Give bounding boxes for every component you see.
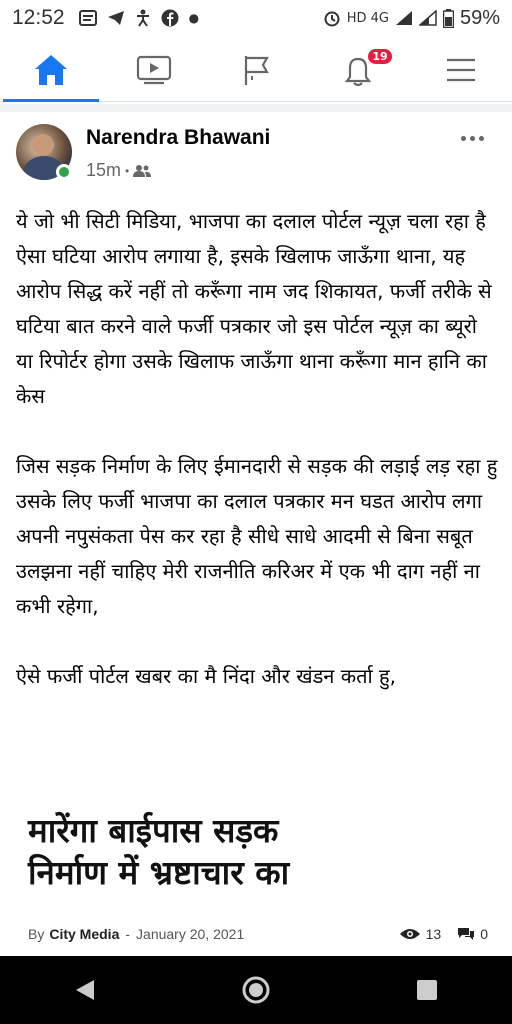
home-circle-icon xyxy=(241,975,271,1005)
network-label: HD 4G xyxy=(346,10,389,26)
preview-date: January 20, 2021 xyxy=(136,926,245,942)
feed-divider xyxy=(0,104,512,112)
comments-stat xyxy=(457,926,488,942)
top-nav-bar xyxy=(0,38,512,102)
tab-home[interactable] xyxy=(1,38,101,102)
preview-by: By xyxy=(28,926,45,942)
notification-badge: 19 xyxy=(366,47,393,66)
post-header xyxy=(16,124,496,184)
dot-icon: ● xyxy=(188,11,200,25)
comments-count: 0 xyxy=(480,926,488,942)
accessibility-icon xyxy=(135,9,151,27)
friends-icon xyxy=(133,164,151,178)
status-right xyxy=(323,7,500,30)
home-button[interactable] xyxy=(226,960,286,1020)
post-paragraph: ऐसे फर्जी पोर्टल खबर का मै निंदा और खंडन कर्ता हु, xyxy=(16,664,397,688)
tab-watch[interactable] xyxy=(104,38,204,102)
status-left-icons xyxy=(79,9,199,27)
preview-site: City Media xyxy=(49,926,120,942)
battery-icon xyxy=(443,9,454,28)
tab-menu[interactable] xyxy=(411,38,511,102)
views-count: 13 xyxy=(425,926,442,942)
preview-headline[interactable] xyxy=(28,810,488,894)
dot-icon xyxy=(479,136,484,141)
meta-separator: • xyxy=(125,163,130,178)
post-body xyxy=(16,204,500,729)
alarm-icon xyxy=(323,9,341,27)
tab-pages[interactable] xyxy=(206,38,306,102)
signal-icon xyxy=(395,10,413,26)
tab-notifications[interactable] xyxy=(308,38,408,102)
post-paragraph: जिस सड़क निर्माण के लिए ईमानदारी से सड़क की लड़ाई लड़ रहा हु उसके लिए फर्जी भाजपा का दलाल पत्रकार मन घडत आरोप लगा अपनी नपुसंकता पेस कर रहा है सीधे साधे आदमी से बिना सबूत उलझना नहीं चाहिए मेरी राजनीति करिअर में एक भी दाग नहीं ना कभी रहेगा, xyxy=(16,454,498,618)
facebook-icon xyxy=(161,9,179,27)
post-paragraph: ये जो भी सिटी मिडिया, भाजपा का दलाल पोर्टल न्यूज़ चला रहा है ऐसा घटिया आरोप लगाया है, इसके खिलाफ जाऊँगा थाना, यह आरोप सिद्ध करें नहीं तो करूँगा नाम जद शिकायत, फर्जी तरीके से घटिया बात करने वाले फर्जी पत्रकार जो इस पोर्टल न्यूज़ का ब्यूरो या रिपोर्टर होगा उसके खिलाफ जाऊँगा थाना करूँगा मान हानि का केस xyxy=(16,209,492,408)
status-bar xyxy=(0,0,512,36)
back-button[interactable] xyxy=(55,960,115,1020)
status-time: 12:52 xyxy=(12,6,65,29)
back-icon xyxy=(74,978,96,1002)
preview-dash: - xyxy=(125,926,131,942)
home-icon xyxy=(33,53,69,87)
flag-icon xyxy=(241,54,271,86)
telegram-icon xyxy=(107,10,125,26)
signal-icon xyxy=(419,10,437,26)
post-time[interactable]: 15m xyxy=(86,160,122,180)
menu-icon xyxy=(445,56,477,84)
post-meta xyxy=(86,160,151,181)
messages-icon xyxy=(79,10,97,26)
online-status-dot xyxy=(56,164,72,180)
battery-percent: 59% xyxy=(459,6,500,29)
video-icon xyxy=(136,55,172,85)
eye-icon xyxy=(399,927,421,941)
recents-button[interactable] xyxy=(397,960,457,1020)
android-nav-bar xyxy=(0,956,512,1024)
preview-headline-line: मारेंगा बाईपास सड़क xyxy=(28,811,279,850)
views-stat xyxy=(399,926,442,942)
post-options-button[interactable] xyxy=(452,124,492,152)
preview-stats xyxy=(399,926,488,942)
recents-icon xyxy=(416,979,438,1001)
preview-meta xyxy=(28,922,488,946)
author-name[interactable]: Narendra Bhawani xyxy=(86,126,271,149)
preview-headline-line: निर्माण में भ्रष्टाचार का xyxy=(28,853,290,892)
dot-icon xyxy=(470,136,475,141)
dot-icon xyxy=(461,136,466,141)
comment-icon xyxy=(457,927,475,941)
